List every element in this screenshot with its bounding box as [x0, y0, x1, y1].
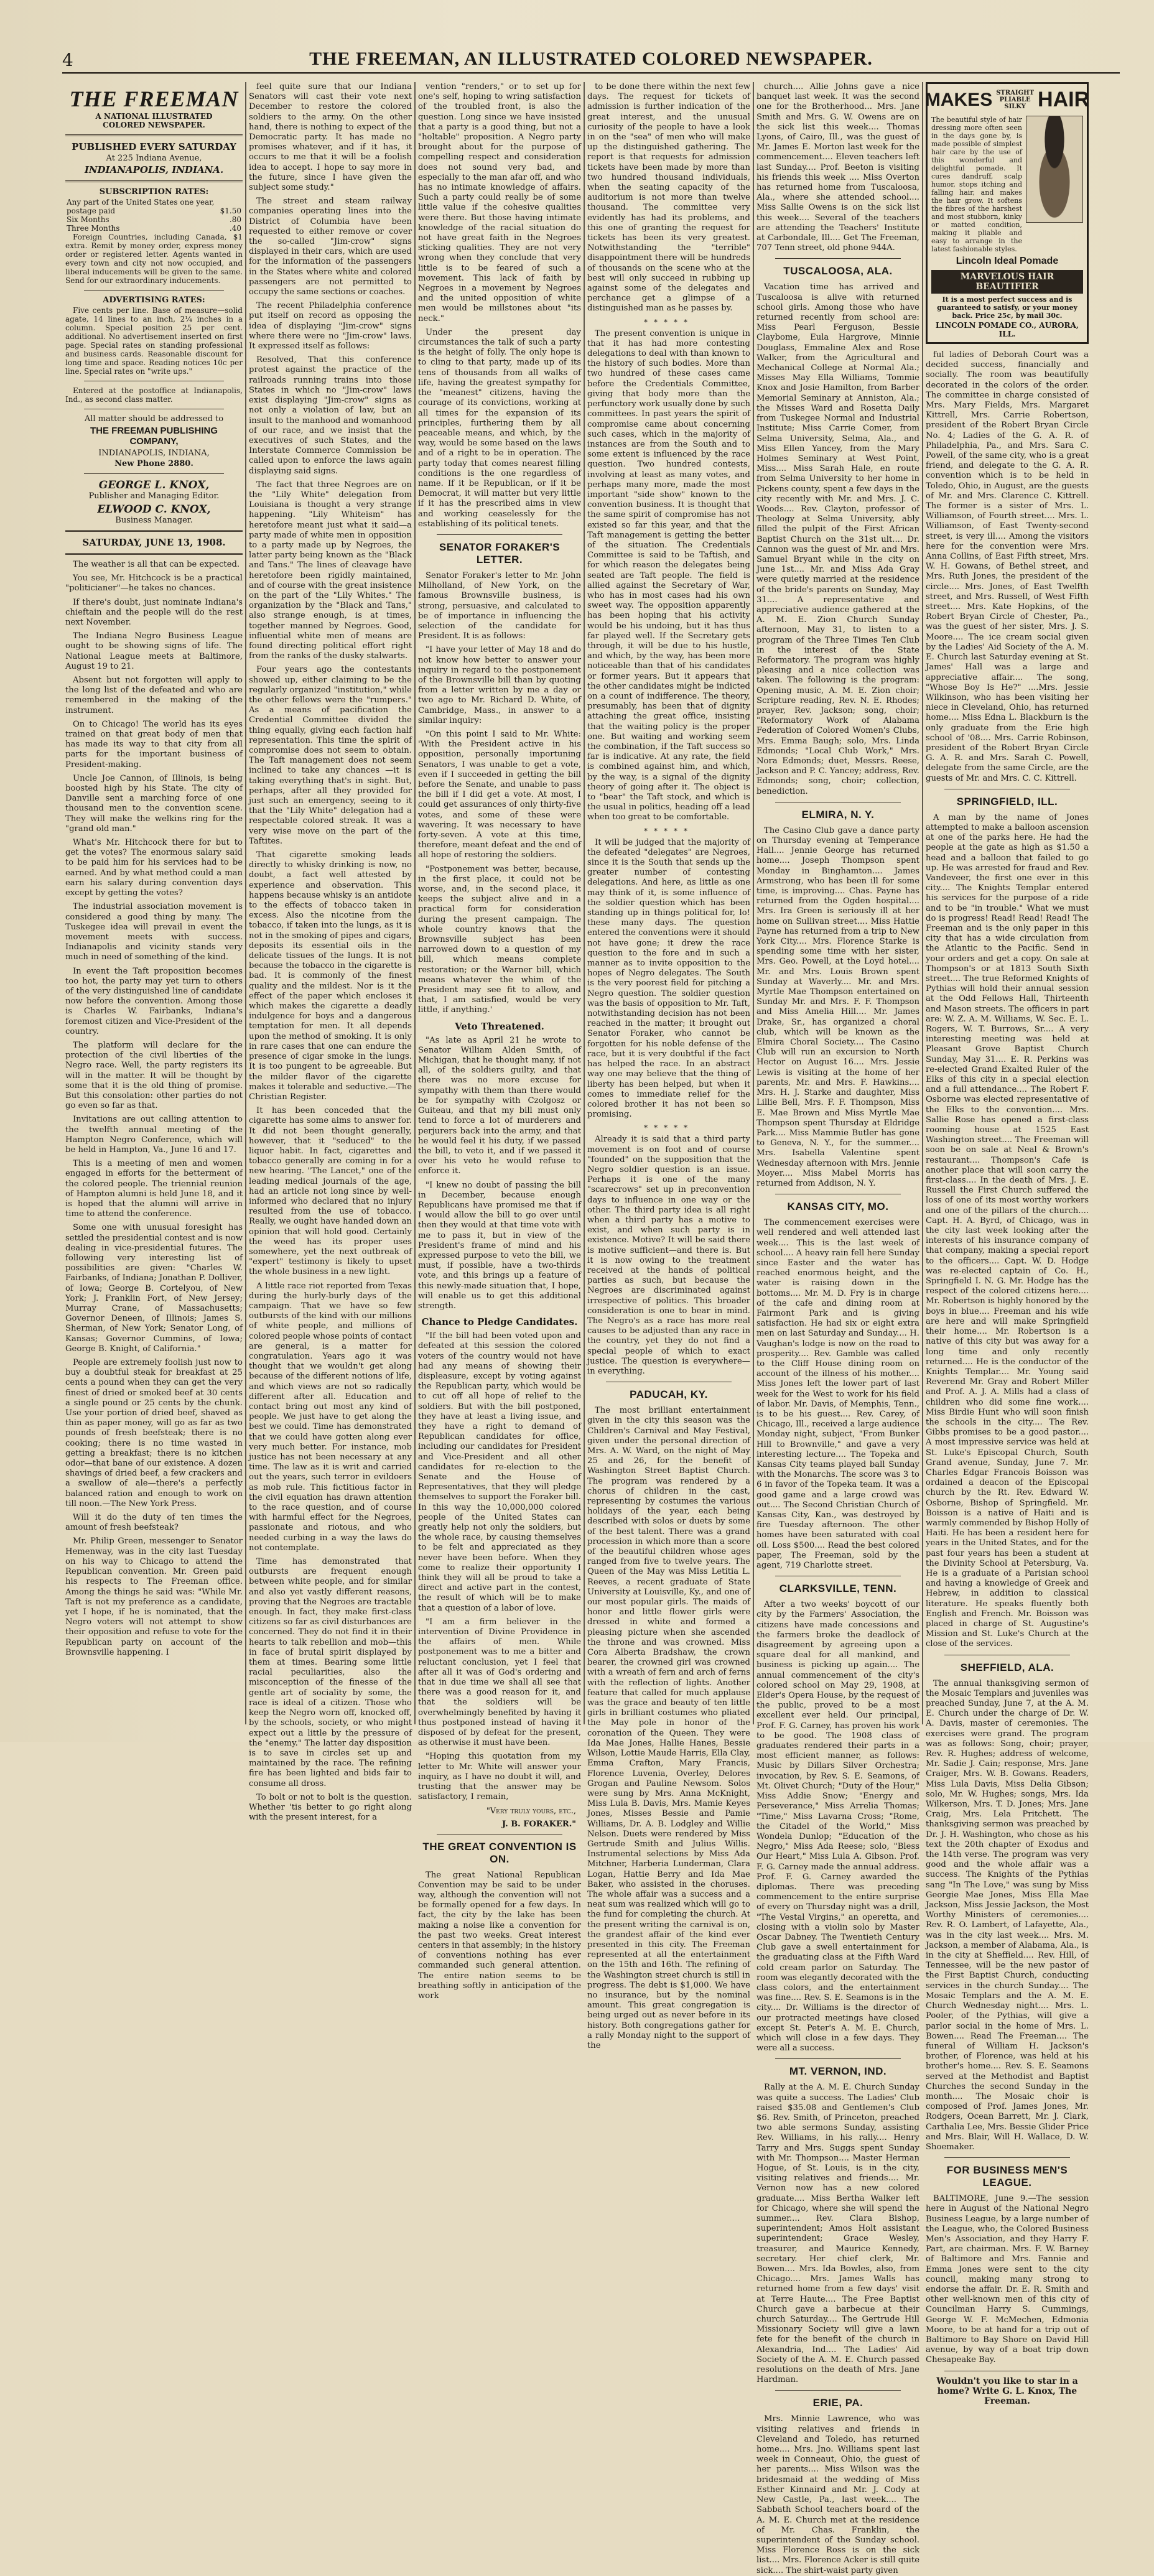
paragraph: What's Mr. Hitchcock there for but to get the votes? The enormous salary said to be paid him for his services had to be earned. And by what method could a man earn his salary during convention days except by getting the votes?	[65, 838, 243, 898]
paragraph: It has been conceded that the cigarette has some aims to answer for. It did not been thought generally, however, that it "seduced" to the liquor habit. In fact, cigarettes and tobacco generally are coming in for a new hearing. "The Lancet," one of the leading medical journals of the age, had an article not long since by well-informed who declared that no injury resulted from the use of tobacco. Really, we ought have handed down an opinion that will hold good. Certainly the weed has its proper uses somewhere, yet the next outbreak of "expert" testimony is likely to upset the whole business in a new light.	[249, 1106, 412, 1277]
paragraph: ful ladies of Deborah Court was a decided success, financially and socially. The room was beautifully decorated in the colors of the order. The committee in charge consisted of Mrs. Mary Fields, Mrs. Margaret Kittrell, Mrs. Carrie Robertson, president of the Robert Bryan Circle No. 4; Ladies of the G. A. R. of Philadelphia, Pa., and Mrs. Sara C. Powell, of the same city, who is a great friend, and delegate to the G. A. R. convention which is to be held in Toledo, Ohio, in August, are the guests of Mr. and Mrs. Clarence C. Kittrell. The former is a sister of Mrs. L. Williamson, of Fourth street.... Mrs. L. Williamson, of East Twenty-second street, is very ill.... Among the visitors here for the convention were Mrs. Anna Collins, of East Fifth street, Mrs. W. H. Gowans, of Bethel street, and Mrs. Ruth Jones, the president of the circle.... Mrs. Jones, of East Twelfth street, and Mrs. Russell, of West Fifth street.... Mrs. Kate Hopkins, of the Robert Bryan Circle of Chester, Pa., was the guest of her sister, Mrs. J. S. Moore.... The ice cream social given by the Ladies' Aid Society of the A. M. E. Church last Saturday evening at St. James' Hall was a large and appreciative affair.... The song, "Whose Boy Is He?" ....Mrs. Jessie Wilkinson, who has been visiting her niece in Cleveland, Ohio, has returned home.... Miss Edna L. Blackburn is the only graduate from the Erie high school of '08.... Mrs. Carrie Robinson, president of the Robert Bryan Circle G. A. R. and Mrs. Sarah C. Powell, delegate from the same Circle, are the guests of Mr. and Mrs. C. C. Kittrell.	[926, 350, 1089, 783]
paragraph: Senator Foraker's letter to Mr. John Milholland, of New York, on the famous Brownsville business, is strong, persuasive, and calculated to be of importance in influencing the selection of the candidate for President. It is as follows:	[418, 570, 581, 641]
article-paragraphs	[587, 82, 750, 314]
paragraph: If there's doubt, just nominate Indiana's chieftain and the people will do the rest next November.	[65, 597, 243, 628]
paragraph: Mr. Philip Green, messenger to Senator Hemenway, was in the city last Tuesday on his way to Chicago to attend the Republican convention. Mr. Green paid his respects to The Freeman office. Among the things he said was: "While Mr. Taft is not my preference as a candidate, yet I hope, if he is nominated, that the Negro voters will not attempt to show their opposition and refuse to vote for the Republican party on account of the Brownsville happening. I	[65, 1537, 243, 1657]
news-paragraphs	[756, 826, 919, 1189]
paragraph: The recent Philadelphia conference put itself on record as opposing the idea of displaying "Jim-crow" signs where there were no "Jim-crow" laws. It expressed itself as follows:	[249, 301, 412, 351]
column-6	[924, 82, 1090, 2406]
rate-value: .80	[229, 215, 241, 224]
letter-closing: "Very truly yours, etc.,	[486, 1806, 576, 1816]
article-subheading: Chance to Pledge Candidates.	[421, 1316, 578, 1328]
divider	[65, 530, 243, 532]
ad-headline	[924, 88, 1090, 112]
paragraph: "I knew no doubt of passing the bill in December, because enough Republicans have promised me that if I would allow the bill to go over until then they would at that time vote with me to pass it, but in view of the President's frame of mind and his expressed purpose to veto the bill, we must, if possible, have a two-thirds vote, and this brings up a feature of this newly-made situation that, I hope, will enable us to get this additional strength.	[418, 1180, 581, 1311]
paragraph: Rally at the A. M. E. Church Sunday was quite a success. The Ladies' Club raised $35.08 and Gentlemen's Club $6. Rev. Smith, of Princeton, preached two able sermons Sunday, assisting Rev. Williams, in his rally.... Henry Tarry and Mrs. Suggs spent Sunday with Mr. Thompson.... Master Herman Hogue, of St. Louis, is in the city, visiting relatives and friends.... Mr. Vernon now has a new colored graduate.... Miss Bertha Walker left for Chicago, where she will spend the summer.... Rev. Clara Bishop, superintendent; Amos Holt assistant superintendent; Grace Wesley, treasurer, and Maurice Kennedy, secretary. Her chief clerk, Mr. Bowen.... Mrs. Ida Bowles, also, from Chicago.... Mrs. James Walls has returned home from a few days' visit at Terre Haute.... The Free Baptist Church gave a barbecue at their church Saturday.... The Gertrude Hill Missionary Society will give a lawn fete for the benefit of the church in Alexandria, Ind.... The Ladies' Aid Society of the A. M. E. Church passed resolutions on the death of Mrs. Jane Hardman.	[756, 2083, 919, 2385]
news-paragraphs	[926, 813, 1089, 1650]
article-paragraphs	[587, 1135, 750, 1377]
rate-label: Six Months	[67, 215, 109, 224]
paragraph: The platform will declare for the protection of the civil liberties of the Negro race. Well, the party registers its will in the matter. It will be thought by some that it is the old thing of promise. But this consolation: other parties do not go even so far as that.	[65, 1040, 243, 1111]
paragraph: You see, Mr. Hitchcock is be a practical "politicianer"—he takes no chances.	[65, 574, 243, 593]
ad-straight: STRAIGHT	[996, 90, 1035, 96]
letter-signature: J. B. FORAKER."	[502, 1819, 576, 1829]
rate-value: $1.50	[220, 207, 241, 215]
place-heading: MT. VERNON, IND.	[789, 2065, 887, 2078]
article-heading: SENATOR FORAKER'S LETTER.	[439, 541, 561, 565]
company-city: INDIANAPOLIS, INDIANA,	[98, 449, 210, 458]
news-paragraphs	[926, 2194, 1089, 2365]
news-paragraphs	[587, 1406, 750, 2051]
issue-date: SATURDAY, JUNE 13, 1908.	[82, 537, 226, 548]
rate-value: .40	[229, 224, 241, 233]
column-1	[65, 82, 243, 1724]
news-paragraphs	[756, 2414, 919, 2575]
divider	[775, 2058, 901, 2059]
paragraph: "I am a firm believer in the intervention of Divine Providence in the affairs of men. While postponement was to me a bitter and reluctant conclusion, yet I feel that after all it was of God's ordering and that in due time we shall all see that there was a good reason for it, and that the soldiers will be overwhelmingly benefited by having it thus postponed instead of having it disposed of by defeat for the present, as otherwise it must have been.	[418, 1617, 581, 1748]
column-2	[249, 82, 412, 1823]
place-heading: SPRINGFIELD, ILL.	[956, 795, 1058, 807]
paragraph: It will be judged that the majority of the defeated "delegates" are Negroes, since it is the South that sends up the greater number of contesting delegations. And here, as little as one may think of it, is some influence of the soldier question which has been standing up in things political for, lo! these many days. The question entered the conventions were it should not have gone; it drew the race question to the fore and in such a manner as to invite opposition to the hopes of Negro delegates. The South is the very poorest field for pitching a Negro question. The soldier question was the basis of opposition to Mr. Taft, notwithstanding decision has not been reached in the matter; it brought out Senator Foraker, who cannot be forgotten for his noble defense of the race, but it is very doubtful if the fact has helped the race. In an abstract way one may believe that the thing of liberty has been helped, but when it comes to immediate relief for the colored brother it has not been so promising.	[587, 837, 750, 1120]
running-masthead: THE FREEMAN, AN ILLUSTRATED COLORED NEWSPAPER.	[309, 49, 873, 69]
section-stars: *****	[644, 1123, 694, 1133]
paragraph: A man by the name of Jones attempted to make a balloon ascension at one of the parks here. He had the people at the gate as high as $1.50 a head and a balloon that failed to go up. He was arrested for fraud and Rev. Vandeveer, the first one ever in this city.... The Knights Templar entered his services for the purpose of a ride and to be "in trouble." What we must do is progress! Read! Read! Read! The Freeman and is the only paper in this city that has a wide circulation from the Atlantic to the Pacific. Send in your orders and get a copy. On sale at Thompson's or at 1813 South Sixth street.... The true Reformed Knights of Pythias will hold their annual session at the Odd Fellows Hall, Thirteenth and Mason streets. The officers in part are: W. Z. A. M. Williams, W. Sec. E. L. Rogers, W. T. Burrows, Sr.... A very interesting meeting was held at Pleasant Grove Baptist Church Sunday, May 31.... E. R. Perkins was re-elected Grand Exalted Ruler of the Elks of this city in a special election and a full attendance.... The Robert F. Osborne was elected representative of the Elks to the convention.... Mrs. Sallie Rose has opened a first-class rooming house at 1525 East Washington street.... The Freeman will soon be on sale at Neal & Brown's restaurant.... Thompson's Cafe is another place that will soon carry the first-class.... In the death of Mrs. J. E. Russell the First Church suffered the loss of one of its most worthy workers and one of the pillars of the church.... Capt. H. A. Byrd, of Chicago, was in the city last week looking after the interests of his insurance company of that company, making a special report to the officers.... Capt. W. D. Hodge was re-elected captain of Co. H., Springfield I. N. G. Mr. Hodge has the respect of the colored citizens here.... Mr. Robertson is highly honored by the boys in blue.... Freeman and his wife are here and will make Springfield their home.... Mr. Robertson is a native of this city but was away for a long time and only recently returned.... He is the conductor of the Knights Templar.... Mr. Young said Reverend Mr. Gray and Robert Miller and Prof. A. J. A. Mills had a class of children who did some fine work.... Miss Birdie Hunt who will soon finish the schools in the city.... The Rev. Gibbs promises to be a good pastor.... A most impressive service was held at St. Luke's Episcopal Church, South Grand avenue, Sunday, June 7. Mr. Charles Edgar Francois Boisson was ordained a deacon of the Episcopal church by the Rt. Rev. Edward W. Osborne, Bishop of Springfield. Mr. Boisson is a native of Haiti and is warmly commended by Bishop Holly of Haiti. He has been a resident here for years in the United States, and for the past four years has been a student at the Divinity School at Petersburg, Va. He is a graduate of a Parisian school and having a knowledge of Greek and Hebrew, in addition to classical literature. He speaks fluently both English and French. Mr. Boisson was placed in charge of St. Augustine's Mission and St. Luke's Church at the close of the services.	[926, 812, 1089, 1649]
divider	[65, 134, 243, 136]
ad-pliable: PLIABLE	[999, 96, 1031, 103]
ad-copy: The beautiful style of hair dressing more often seen in the days gone by, is made possible of simplest hair care by the use of this wonderful and delightful pomade. It cures dandruff, scalp humor, stops itching and falling hair, and makes the hair grow. It softens the fibres of the harshest and most stubborn, kinky or matted condition, making it pliable and easy to arrange in the latest fashionable styles.	[931, 116, 1022, 253]
paragraph: to be done there within the next few days. The request for tickets of admission is further indication of the great interest, and the unusual curiosity of the people to have a look in on the "sea" of men who will make up the distinguished gathering. The report is that requests for admission tickets have been made by more than two hundred thousand individuals, when the seating capacity of the auditorium is not more than twelve thousand. The committee very evidently has had its problems, and this one of granting the request for tickets has been its very greatest. Notwithstanding the "terrible" disappointment there will be hundreds of thousands on the scene who at the best will only succeed in rubbing up against some of the delegates and perchance get a glimpse of a distinguished man as he passes by.	[587, 82, 750, 314]
page-number: 4	[62, 50, 73, 70]
city-line: INDIANAPOLIS, INDIANA.	[84, 164, 224, 175]
place-heading: ELMIRA, N. Y.	[801, 808, 875, 821]
paragraph: To bolt or not to bolt is the question. Whether 'tis better to go right along with the present interest, for a	[249, 1792, 412, 1823]
closing-note: Wouldn't you like to star in a home? Write G. L. Knox, The Freeman.	[936, 2376, 1078, 2406]
masthead-box	[65, 86, 243, 555]
paragraph: The industrial association movement is considered a good thing by many. The Tuskegee idea will prevail in event the movement meets with success. Indianapolis and vicinity stands very much in need of something of the kind.	[65, 902, 243, 962]
ad-body	[931, 116, 1083, 253]
column-rule	[922, 82, 923, 1724]
divider	[84, 473, 224, 474]
paragraph: Already it is said that a third party movement is on foot and of course "founded" on the supposition that the Negro soldier question is an issue. Perhaps it is one of the many "scarecrows" set up in preconvention days to influence in one way or the other. The third party idea is all right when a third party has a motive to exist, and when such party is in existence. Motive? It will be said there is motive sufficient—and there is. But it is now owing to the treatment received at the hands of political parties as such, but because the Negroes are discriminated against irrespective of politics. This broader consideration is one to bear in mind. The Negro's as a race has more real causes to be adjusted than any race in the country, yet they do not find a special people of which to exact justice. The question is everywhere—in everything.	[587, 1135, 750, 1376]
editor-role: Publisher and Managing Editor.	[88, 491, 220, 501]
advertising-rates: Five cents per line. Base of measure—solid agate, 14 lines to an inch, 2¼ inches in a column. Special position 25 per cent. additional. No advertisement inserted on first page. Special rates on standing professional and business cards. Reasonable discount for long time and space. Reading notices 10c per line. Special rates on "write ups."	[65, 306, 243, 376]
editorial-paragraphs	[249, 82, 412, 1823]
entered-notice: Entered at the postoffice at Indianapolis, Ind., as second class matter.	[65, 386, 243, 404]
paragraph: "On this point I said to Mr. White: 'With the President active in his opposition, personally importuning Senators, I was unable to get a vote, even if I succeeded in getting the bill before the Senate, and unable to pass the bill if I did get a vote. At most, I could get assurances of only thirty-five votes, and some of these were wavering. It was necessary to have forty-seven. A vote at this time, therefore, meant defeat and the end of all hope of restoring the soldiers.	[418, 729, 581, 860]
manager-role: Business Manager.	[115, 516, 193, 525]
foreign-rates: Foreign Countries, including Canada, $1 extra. Remit by money order, express money order or registered letter. Agents wanted in every town and city not now occupied, and liberal inducements will be given to the same. Send for our extraordinary inducements.	[65, 233, 243, 285]
paragraph: Time has demonstrated that outbursts are frequent enough between white people, and for similar and also yet vastly different reasons, proving that the Negroes are tractable enough. In fact, they make first-class citizens so far as civil disturbances are concerned. They do not find it in their hearts to talk rebellion and mob—this in face of brutal spirit displayed by them at times. Bearing some little racial peculiarities, also the misconception of the finesse of the gentle art of sociality by some, the race is ideal of a citizen. Those who keep the Negro worn off, knocked off, by the schools, society, or who might expect out a little by the pressure of the "enemy." The latter day disposition is to save in circles set up and maintained by the race. The refining fire has been lighted and bids fair to consume all dross.	[249, 1557, 412, 1788]
phone-number: New Phone 2880.	[114, 459, 193, 468]
paragraph: The annual thanksgiving sermon of the Mosaic Templars and juveniles was preached Sunday, June 7, at the A. M. E. Church under the charge of Dr. W. A. Davis, master of ceremonies. The exercises were grand. The program was as follows: Song, choir; prayer, Rev. R. Hughes; address of welcome, Mr. Sadie J. Cain; response, Mrs. Jane Craiger, Mrs. W. B. Gowans. Readers, Miss Lula Davis, Miss Delia Gibson; solo, Mr. W. Hughes; songs, Mrs. Ida Wilkerson, Mrs. T. D. Jones; Mrs. Jane Craig, Mrs. Lela Pritchett. The thanksgiving sermon was preached by Dr. J. H. Washington, who chose as his text the 20th chapter of Exodus and the 14th verse. The program was very good and the whole affair was a success. The Knights of the Pythias sang "In The Love," was sung by Miss Georgie Mae Jones, Miss Ella Mae Jackson, Miss Jessie Jackson, the Most Worthy Ministers of ceremonies.... Rev. R. O. Lambert, of Lafayette, Ala., was in the city last week.... Mrs. M. Jackson, a member of Alabama, Ala., is in the city at Sheffield.... Rev. Hill, of Tennessee, will be the new pastor of the First Baptist Church, conducting services in the church Sunday.... The Mosaic Templars and the A. M. E. Church Wednesday night.... Mrs. L. Pooler, of the Pythias, will give a parlor social in the home of Mrs. L. Bowen.... Read The Freeman.... The funeral of William H. Jackson's brother, of Florence, was held at his brother's home.... Rev. S. E. Seamons served at the Methodist and Baptist Churches the second Sunday in the month.... The Mosaic choir is composed of Prof. James Jones, Mr. Rodgers, Ocean Barrett, Mr. J. Clark, Carthalia Lee, Mrs. Bessie Glider Price and Mrs. Blair, Will H. Wallace, D. W. Shoemaker.	[926, 1678, 1089, 2152]
paragraph: "Hoping this quotation from my letter to Mr. White will answer your inquiry, as I have no doubt it will, and trusting that the answer may be satisfactory, I remain,	[418, 1752, 581, 1802]
paper-subtitle-1: A NATIONAL ILLUSTRATED	[95, 112, 213, 121]
paragraph: The most brilliant entertainment given in the city this season was the Children's Carnival and May Festival, given under the personal direction of Mrs. A. W. Ward, on the night of May 25 and 26, for the benefit of Washington Street Baptist Church. The program was rendered by a chorus of children in the cast, representing by costumes the various holidays of the year, each being described with solos or duets by some of the best talent. There was a grand procession in which more than a score of the beautiful children whose ages ranged from five to twelve years. The Queen of the May was Miss Letitia L. Reeves, a recent graduate of State University at Louisville, Ky., and one of our most popular girls. The maids of honor and little flower girls were dressed in white and formed a pleasing picture when she ascended the throne and was crowned. Miss Cora Alberta Bradshaw, the crown bearer, the crowned girl was crowned with a wreath of fern and arch of ferns with the reflection of lights. Another feature that called for much applause was the grace and beauty of ten little girls in brilliant costumes who pliated the May pole in honor of the coronation of the Queen. They were Ida Mae Jones, Hallie Hanes, Bessie Wilson, Lottie Maude Harris, Ella Clay, Emma Crafton, Mary Francis, Florence Luvenia, Overley, Delores Grogan and Pauline Newsom. Solos were sung by Mrs. Anna McKnight, Miss Lula B. Davis, Mrs. Mamie Keyes Jones, Misses Bessie and Pamie Williams, Dr. A. B. Lodgley and Willie Nelson. Duets were rendered by Miss Gertrude Smith and Julius Willis. Instrumental selections by Miss Ada Mitchner, Harberia Lunderman, Clara Logan, Hattie Berry and Ida Mae Baker, who assisted in the choruses. The whole affair was a success and a neat sum was realized which will go to the fund for completing the church. At the present writing the carnival is on, the grandest affair of the kind ever presented in this city. The Freeman represented at all the entertainment on the 15th and 16th. The refining of the Washington street church is still in progress. The debt is $1,000. We have no insurance, but by the nominal amount. This great congregation is being urged out as never before in its history. Both congregations gather for a rally Monday night to the support of the	[587, 1406, 750, 2050]
manager-name: ELWOOD C. KNOX,	[97, 503, 211, 516]
subscription-heading: SUBSCRIPTION RATES:	[99, 187, 209, 197]
paper-title: THE FREEMAN	[69, 86, 239, 111]
paragraph: The great National Republican Convention may be said to be under way, although the convention will not be formally opened for a few days. In fact, the city by the lake has been making a noise like a convention for the past two weeks. Great interest centers in that assembly; in the history of conventions nothing has ever commanded such general attention. The entire nation seems to be breathing softly in anticipation of the work	[418, 1870, 581, 2001]
news-paragraphs	[926, 1679, 1089, 2153]
paper-subtitle-2: COLORED NEWSPAPER.	[103, 121, 205, 129]
divider	[944, 2157, 1070, 2158]
paragraph: This is a meeting of men and women engaged in efforts for the betterment of the colored people. The triennial reunion of Hampton alumni is held June 18, and it is hoped that the alumni will arrive in time to attend the conference.	[65, 1159, 243, 1219]
news-paragraphs	[756, 282, 919, 796]
paragraph: The Indiana Negro Business League ought to be showing signs of life. The National League meets at Baltimore, August 19 to 21.	[65, 631, 243, 671]
paragraph: People are extremely foolish just now to buy a doubtful steak for breakfast at 25 cents a pound when they can get the very finest of dried or smoked beef at 30 cents a single pound or 25 cents by the chunk. Use your portion of dried beef, shaved as thin as paper money, will go as far as two pounds of fresh beefsteak; there is no cooking; there is no time wasted in getting a breakfast; there is no kitchen odor—that bane of our existence. A dozen shavings of dried beef, a few crackers and a swallow of ale—there's a perfectly balanced ration and enough to work on till noon.—The New York Press.	[65, 1358, 243, 1509]
column-4	[587, 82, 750, 2050]
ad-makes: MAKES	[924, 89, 993, 110]
paragraph: Absent but not forgotten will apply to the long list of the defeated and who are remembered in the making of the instrument.	[65, 676, 243, 715]
divider	[437, 534, 562, 535]
editorial-paragraphs	[65, 560, 243, 1658]
paragraph: The present convention is unique in that it has had more contesting delegations to deal with than known to the history of such bodies. More than two hundred of these cases came before the Credentials Committee, giving that body more than the perfunctory work usually done by such committees. In past years the spirit of compromise came about concerning such cases, which in the majority of instances are from the South and to some extent is influenced by the race question. Two hundred contests, involving at least as many votes, and perhaps many more, made the most important "side show" known to the convention business. It is thought that the same spirit of compromise has not existed so far this year, and that the Taft management is getting the better of the situation. The Credentials Committee is said to be Taftish, and for which reason the delegates being seated are Taft people. The field is allied against the Secretary of War, who has in most cases had his own sweet way. The opposition apparently has been hoping that his activity would be his undoing, but it has thus far played well. If the Secretary gets through, it will be due to his hustle, and which, by the way, has been more noticeable than that of his candidates or former years. But it appears that the other candidates might be indicted on a count of indifference. The theory, presumably, has been that of dignity attaching the great office, insisting that the waiting policy is the proper one. But waiting and working seem the combination, if the Taft success so far is indicative. At any rate, the field is combined against him, and which, by the way, is a signal of the dignity theory of going after it. The object is to "bear" the Taft stock, and which is the usual in politics, heading off a lead when too great to be comfortable.	[587, 328, 750, 822]
paragraph: The street and steam railway companies operating lines into the District of Columbia have been requested to either remove or cover the so-called "Jim-crow" signs displayed in their cars, which are used for the information of the passengers in the States where white and colored passengers are not permitted to occupy the same sections or coaches.	[249, 197, 412, 297]
woman-portrait-illustration	[1026, 116, 1083, 223]
paragraph: The commencement exercises were well rendered and well attended last week.... This is the last week of school.... A heavy rain fell here Sunday since Easter and the water has reached enormous height, and the water is raising down in the bottoms.... Mr. M. D. Fry is in charge of the cafe and dining room at Fairmont Park and is giving satisfaction. He had six or eight extra men on last Saturday and Sunday.... H. Vaughan's lodge is now on the road to prosperity.... Rev. Gamble was called to the Cliff House dining room on account of the illness of his mother.... Miss Jones left the lower part of last week for the West to work for his field of labor. Mr. Davis, of Memphis, Tenn., is to be his guest.... Rev. Carey, of Chicago, Ill., received a large audience Monday night, subject, "From Bunker Hill to Brownville," and gave a very interesting lecture.... The Topeka and Kansas City teams played ball Sunday with the Monarchs. The score was 3 to 6 in favor of the Topeka team. It was a good game and a large crowd was out.... The Second Christian Church of Kansas City, Kan., was destroyed by fire Tuesday afternoon. The other homes have been saturated with coal oil. Loss $500.... Read the best colored paper, The Freeman, sold by the agent, 719 Charlotte street.	[756, 1218, 919, 1571]
page-header	[62, 47, 1120, 74]
column-rule	[753, 82, 754, 1724]
divider	[65, 180, 243, 182]
article-heading: THE GREAT CONVENTION IS ON.	[422, 1840, 577, 1865]
ad-silky: SILKY	[1004, 103, 1026, 110]
ad-adjectives	[996, 90, 1034, 110]
paragraph: "If the bill had been voted upon and defeated at this session the colored voters of the country would not have had any means of showing their displeasure, except by voting against the Republican party, which would be to cut off all hope of relief to the soldiers. But with the bill postponed, they have at least a living issue, and they have a right to demand of Republican candidates for office, including our candidates for President and Vice-President and all other candidates for re-election to the Senate and the House of Representatives, that they will pledge themselves to support the Foraker bill. In this way the 10,000,000 colored people of the United States can greatly help not only the soldiers, but the whole race, by causing themselves to be felt and appreciated as they never have been before. When they come to realize their opportunity I think they will all be proud to take a direct and active part in the contest, the result of which will be to make that a question of a labor of love.	[418, 1331, 581, 1613]
published-line: PUBLISHED EVERY SATURDAY	[72, 141, 236, 152]
paragraph: The fact that three Negroes are on the "Lily White" delegation from Louisiana is thought a very strange happening. "Lily Whiteism" has heretofore meant just what it said—a party made of white men in opposition to a party made up by Negroes, the latter party being known as the "Black and Tans." The lines of cleavage have heretofore been rigidly maintained, and of course with the great insistence on the part of the "Lily Whites." The organization by the "Black and Tans," also strange enough, is at times, together manned by Negroes. Good, influential white men of means are found directing political effort right from the ranks of the dusky stalwarts.	[249, 480, 412, 661]
divider	[775, 2390, 901, 2391]
paragraph: church.... Allie Johns gave a nice banquet last week. It was the second one for the Brotherhood... Mrs. Jane Smith and Mrs. G. W. Owens are on the sick list this week.... Thomas Lyons, of Cairo, Ill., was the guest of Mr. James E. Morton last week for the commencement.... Eleven teachers left last Sunday.... Prof. Beeton is visiting his friends this week .... Miss Overton has returned home from Tuscaloosa, Ala., where she attended school.... Miss Sallie Owens is on the sick list this week.... Several of the teachers are attending the Teachers' Institute at Carbondale, Ill.... Get The Freeman, 707 Tenn street, old phone 944A.	[756, 82, 919, 253]
publishing-company: THE FREEMAN PUBLISHING COMPANY,	[90, 425, 218, 447]
rate-label: Three Months	[67, 224, 120, 233]
paragraph: On to Chicago! The world has its eyes trained on that great body of men that has made its way to that city from all parts for the important business of President-making.	[65, 719, 243, 770]
paragraph: vention "renders," or to set up for one's self, hoping to wring satisfaction of the troubled front, is also the question. Long since we have insisted that a party is a good thing, but not a "holtable" proposition. A Negro party brought about for the purpose of compelling respect and consideration does not sound very bad, and especially to the man afar off, and who has no intimate knowledge of affairs. Such a party could really be of some little value if the cohesive qualities were there. But those having intimate knowledge of the racial situation do not have great faith in the Negroes sticking qualities. They are not very wrong when they conclude that very little is to be feared of such a movement. This lack of faith by Negroes in a movement by Negroes and the united opposition of white men would be millstones about "its neck."	[418, 82, 581, 323]
paragraph: BALTIMORE, June 9.—The session here in August of the National Negro Business League, by a large number of the League, who, the Colored Business Men's Association, and they Harry F. Part, are chairman. Mrs. F. W. Barney of Baltimore and Mrs. Fannie and Emma Jones were sent to the city council, making many strong to endorse the affair. Dr. E. R. Smith and other well-known men of this city of Councilman Harry S. Cummings, George W. F. McMechen, Edmonia Moore, to be at hand for a trip out of Baltimore to Bay Shore on David Hill avenue, by way of a boat trip down Chesapeake Bay.	[926, 2194, 1089, 2365]
subscription-rates	[65, 198, 243, 233]
news-paragraphs	[926, 350, 1089, 784]
place-heading: CLARKSVILLE, TENN.	[779, 1583, 897, 1595]
column-rule	[584, 82, 585, 1724]
paragraph: Four years ago the contestants showed up, either claiming to be the regularly organized "institution," while the other fellows were the "rumpers." As a means of pacification the Credential Committee divided the thing equally, giving each faction half representation. This time the spirit of compromise does not seem to obtain. The Taft management does not seem inclined to take any chances —it is taking everything that's in sight. But, perhaps, after all they provided for just such an emergency, seeing to it that the "Lily White" delegation had a respectable colored streak. It was a very wise move on the part of the Taftites.	[249, 665, 412, 846]
ad-company: LINCOLN POMADE CO., AURORA, ILL.	[936, 321, 1079, 338]
article-paragraphs	[587, 329, 750, 823]
divider	[84, 290, 224, 291]
paragraph: Resolved, That this conference protest against the practice of the railroads running trains into those States in which no "Jim-crow" laws exist displaying "Jim-crow" signs as not only a violation of law, but an insult to the manhood and womanhood of our race, and we insist that the executives of such States, and the Interstate Commerce Commission be called upon to enforce the laws again displaying said signs.	[249, 355, 412, 476]
column-rule	[245, 82, 246, 1724]
news-paragraphs	[756, 2083, 919, 2385]
ad-hair: HAIR	[1038, 88, 1090, 111]
paragraph: After a two weeks' boycott of our city by the Farmers' Association, the citizens have made concessions and the farmers broke the deadlock of disagreement by agreeing upon a square deal for all mankind, and business is picking up again.... The annual commencement of the city's colored school on May 29, 1908, at Elder's Opera House, by the request of the public, proved to be a most excellent ever held. Our principal, Prof. F. G. Carney, has proven his work to be good. The 1908 class of graduates rendered their parts in a most efficient manner, as follows: Music by Dillars Silver Orchestra; invocation, by Rev. S. E. Seamons, of Mt. Olivet Church; "Duty of the Hour," Miss Addie Snow; "Energy and Perseverance," Miss Arrelia Thomas; "Time," Miss Lavarna Cross; "Rome, the Citadel of the World," Miss Wondela Dunlop; "Education of the Negro," Miss Ada Reese; solo, "Bless Our Heart," Miss Lula A. Gibson. Prof. F. G. Carney made the annual address. Prof. F. G. Carney awarded the diplomas. There was preceding commencement to the entire surprise of every on Thursday night was a drill, "The Vestal Virgins," an operetta, and closing with a violin solo by Master Oscar Dabney. The Twentieth Century Club gave a swell entertainment for the graduating class at the Fifth Ward cold cream parlor on Saturday. The room was elegantly decorated with the class colors, and the entertainment was fine.... Rev. S. E. Seamons is in the city.... Dr. Williams is the director of our protracted meetings have closed except St. Peter's A. M. E. Church, which will close in a few days. They were all a success.	[756, 1600, 919, 2053]
article-paragraphs	[418, 1871, 581, 2002]
paragraph: feel quite sure that our Indiana Senators will cast their vote next December to restore the colored soldiers to the army. On the other hand, there is nothing to expect of the Democratic party. It has made no promises whatever, and if it has, it occurs to me that it will be a foolish idea to accept. I hope to say more in the future, since I have given the subject some study."	[249, 82, 412, 193]
section-stars: *****	[644, 317, 694, 327]
pomade-advertisement	[926, 82, 1089, 344]
paragraph: Will it do the duty of ten times the amount of fresh beefsteak?	[65, 1513, 243, 1533]
paragraph: "As late as April 21 he wrote to Senator William Alden Smith, of Michigan, that he thought many, if not all, of the soldiers guilty, and that there was no more excuse for sympathy with them than there would be for sympathy with Czolgosz or Guiteau, and that my bill must only tend to force a lot of murderers and perjurers back into the army, and that he would feel it his duty, if we passed the bill, to veto it, and if we passed it over his veto he would refuse to enforce it.	[418, 1035, 581, 1176]
place-heading: FOR BUSINESS MEN'S LEAGUE.	[946, 2164, 1068, 2189]
paragraph: Some one with unusual foresight has settled the presidential contest and is now dealing in vice-presidential futures. The following very interesting list of possibilities are given: "Charles W. Fairbanks, of Indiana; Jonathan P. Dolliver, of Iowa; George B. Cortelyou, of New York; J. Franklin Fort, of New Jersey; Murray Crane, of Massachusetts; Governor Deneen, of Illinois; James S. Sherman, of New York; Senator Long, of Kansas; Governor Cummins, of Iowa; George B. Knight, of California."	[65, 1223, 243, 1354]
paragraph: The Casino Club gave a dance party on Thursday evening at Temperance Hall.... Jennie George has returned home.... Joseph Thompson spent Monday in Binghamton.... James Armstrong, who has been ill for some time, is improving.... Chas. Payne has returned from the Ogden hospital.... Mrs. Ira Green is seriously ill at her home on Sullivan street.... Miss Hattie Payne has returned from a trip to New York City.... Mrs. Florence Starke is spending some time with her sister, Mrs. Geo. Powell, at the Loyd hotel.... Mr. and Mrs. Louis Brown spent Sunday at Waverly.... Mr. and Mrs. Myrtle Mae Thompson entertained on Sunday Mr. and Mrs. F. F. Thompson and Miss Amelia Hill.... Mr. James Drake, Sr., has organized a choral club, which will be known as the Elmira Choral Society.... The Casino Club will run an excursion to North Hector on August 16.... Mrs. Jessie Lewis is visiting at the home of her parents, Mr. and Mrs. F. Hawkins.... Mrs. H. J. Starke and daughter, Miss Lillie Bell, Mrs. F. F. Thompson, Miss E. Mae Brown and Miss Myrtle Mae Thompson spent Thursday at Eldridge Park.... Miss Mammie Butler has gone to Geneva, N. Y., for the summer.... Mrs. Isabella Valentine spent Wednesday afternoon with Mrs. Jennie Moyer.... Miss Mabel Morris has returned from Addison, N. Y.	[756, 825, 919, 1188]
place-heading: KANSAS CITY, MO.	[787, 1201, 889, 1213]
address-line: At 225 Indiana Avenue,	[106, 154, 202, 163]
article-paragraphs	[587, 838, 750, 1120]
paragraph: The weather is all that can be expected.	[73, 560, 240, 569]
article-paragraphs	[418, 82, 581, 529]
paragraph: That cigarette smoking leads directly to whisky drinking is now, no doubt, a fact well attested by experience and observation. This happens because whisky is an antidote to the effects of tobacco taken in excess. Also the nicotine from the tobacco, if taken into the lungs, as it is not in the smoking of pipes and cigars, deposits its essential oils in the delicate tissues of the lungs. It is not because the tobacco in the cigarette is bad. It is commonly of the finest quality and the mildest. Nor is it the effect of the paper which encloses it which makes the cigarette a deadly indulgence for boys and a dangerous temptation for men. It all depends upon the method of smoking. It is only in rare cases that one can endure the presence of cigar smoke in the lungs. It is too pungent to be agreeable. But the milder flavor of the cigarette makes it tolerable and seductive.—The Christian Register.	[249, 850, 412, 1102]
column-5	[756, 82, 919, 2575]
place-heading: PADUCAH, KY.	[630, 1388, 708, 1401]
article-paragraphs	[418, 1036, 581, 1311]
advertising-heading: ADVERTISING RATES:	[103, 295, 205, 305]
place-heading: SHEFFIELD, ALA.	[960, 1661, 1054, 1673]
column-3	[418, 82, 581, 2001]
paragraph: Vacation time has arrived and Tuscaloosa is alive with returned school girls. Among those who have returned recently from school are: Miss Pearl Ferguson, Bessie Claybome, Eula Hargrove, Minnie Douglass, Emmaline Alex and Rose Walker, from the Agricultural and Mechanical College at Normal Ala.; Misses May Ella Williams, Tommie Knox and Josie Hamilton, from Barber Memorial Seminary at Anniston, Ala.; the Misses Ward and Rosetta Daily from Tuskegee Normal and Industrial Institute; Miss Carrie Comer, from Selma University, Selma, Ala., and Miss Ellen Yancey, from the Mary Holmes Seminary at West Point, Miss.... Miss Sarah Hale, en route from Selma University to her home in Pickens county, spent a few days in the city recently with Mr. and Mrs. J. C. Woods.... Rev. Clayton, professor of Theology at Selma University, ably filled the pulpit of the First African Baptist Church on the 31st ult.... Dr. Cannon was the guest of Mr. and Mrs. Samuel Bryant while in the city on June 1st.... Mr. and Miss Ada Gray were quietly married at the residence of the bride's parents on Sunday, May 31.... A representative and appreciative audience gathered at the A. M. E. Zion Church Sunday afternoon, May 31, to listen to a program of the Three Times Ten Club in the interest of the State Reformatory. The program was highly pleasing and a nice collection was taken. The following is the program: Opening music, A. M. E. Zion choir; Scripture reading, Rev. N. E. Rhodes; prayer, Rev. Jackson; song, choir; "Reformatory Work of Alabama Federation of Colored Women's Clubs, Mrs. Emma Baugh; solo, Mrs. Linda Edmonds; "Local Club Work," Mrs. Nora Edmonds; duet, Messrs. Reese, Jackson and P. C. Yancey; address, Rev. Edmonds; song, choir; collection, benediction.	[756, 282, 919, 796]
ad-product-name: Lincoln Ideal Pomade	[956, 256, 1059, 266]
news-paragraphs	[756, 1218, 919, 1571]
paragraph: A little race riot reported from Texas during the hurly-burly days of the campaign. That we have so few outbursts of the kind with our millions of white people, and millions of colored people whose points of contact are general, is a matter for congratulation. Years ago it was thought that we wouldn't get along because of the different notions of life, and which views are not so radically different after all. Education and contact bring out most any kind of people. We just have to get along the best we could. Time has demonstrated that we could have gotten along ever very much better. For instance, mob justice has not been necessary at any time. The law as it is writ and carried out the years, such terror in evildoers as mob rule. This fictitious factor in the civil equation has drawn attention to the race question, and of course with harmful effect for the Negroes, passionate and riotous, and who needed curbing in a way the laws do not contemplate.	[249, 1281, 412, 1553]
place-heading: ERIE, PA.	[812, 2397, 863, 2409]
column-rule	[414, 82, 416, 1724]
section-stars: *****	[644, 826, 694, 835]
ad-guarantee: It is a most perfect success and is guaranteed to satisfy, or your money back. Price 25c, by mail 30c.	[937, 295, 1077, 320]
article-paragraphs	[418, 571, 581, 1016]
paragraph: In event the Taft proposition becomes too hot, the party may yet turn to others of the very distinguished line of candidate now before the convention. Among those is Charles W. Fairbanks, Indiana's foremost citizen and Vice-President of the country.	[65, 966, 243, 1036]
rate-label: Any part of the United States one year, postage paid	[67, 198, 215, 215]
paragraph: Under the present day circumstances the talk of such a party is the height of folly. The only hope is to cling to that party, made up of its tens of thousands from all walks of life, having the greatest sympathy for the "meanest" citizens, having the courage of its convictions, working at all times for the expansion of its principles, furthering them by all peaceable means, and which, by the way, would be some based on the laws and of a right to be in operation. The party today that comes nearest filling conditions is the one regardless of name. If it be Republican, or if it be Democrat, it will matter but very little if it has the prescribed aims in view and working ceaselessly for the establishing of its political tenets.	[418, 327, 581, 529]
ad-banner: MARVELOUS HAIR BEAUTIFIER	[931, 270, 1083, 294]
address-notice: All matter should be addressed to	[84, 414, 224, 424]
article-subheading: Veto Threatened.	[455, 1020, 544, 1032]
paragraph: Uncle Joe Cannon, of Illinois, is being boosted high by his State. The city of Danville sent a marching force of one thousand men to the convention scene. They will make the welkins ring for the "grand old man."	[65, 773, 243, 834]
article-paragraphs	[418, 1331, 581, 1802]
paragraph: Mrs. Minnie Lawrence, who was visiting relatives and friends in Cleveland and Toledo, has returned home.... Mrs. Jno. Williams spent last week in Conneaut, Ohio, the guest of her parents.... Miss Wilson was the bridesmaid at the wedding of Miss Esther Kinnaird and Mr. J. Cody at New Castle, Pa., last week.... The Sabbath School teachers board of the A. M. E. Church met at the residence of Mr. Chas. Franklin, the superintendent of the Sunday school. Miss Florence Ross is on the sick list.... Mrs. Florence Acker is still quite sick.... The shirt-waist party given	[756, 2414, 919, 2575]
news-paragraphs	[756, 82, 919, 253]
place-heading: TUSCALOOSA, ALA.	[783, 265, 893, 277]
divider	[775, 258, 901, 259]
divider	[65, 553, 243, 555]
editor-name: GEORGE L. KNOX,	[98, 479, 210, 491]
news-paragraphs	[756, 1600, 919, 2053]
paragraph: "Postponement was better, because, in the first place, it could not be worse, and, in the second place, it keeps the subject alive and in a practical form for consideration during the present campaign. The whole country knows that the Brownsville subject has been narrowed down to a question of my bill, which means complete restoration; or the Warner bill, which means whatever the whim of the President may see fit to allow, and that, I am satisfied, would be very little, if anything.'	[418, 864, 581, 1015]
paragraph: "I have your letter of May 18 and do not know how better to answer your inquiry in regard to the postponement of the Brownsville bill than by quoting from a letter written by me a day or two ago to Mr. Richard D. White, of Cambridge, Mass., in answer to a similar inquiry:	[418, 645, 581, 725]
paragraph: Invitations are out calling attention to the twelfth annual meeting of the Hampton Negro Conference, which will be held in Hampton, Va., June 16 and 17.	[65, 1115, 243, 1155]
